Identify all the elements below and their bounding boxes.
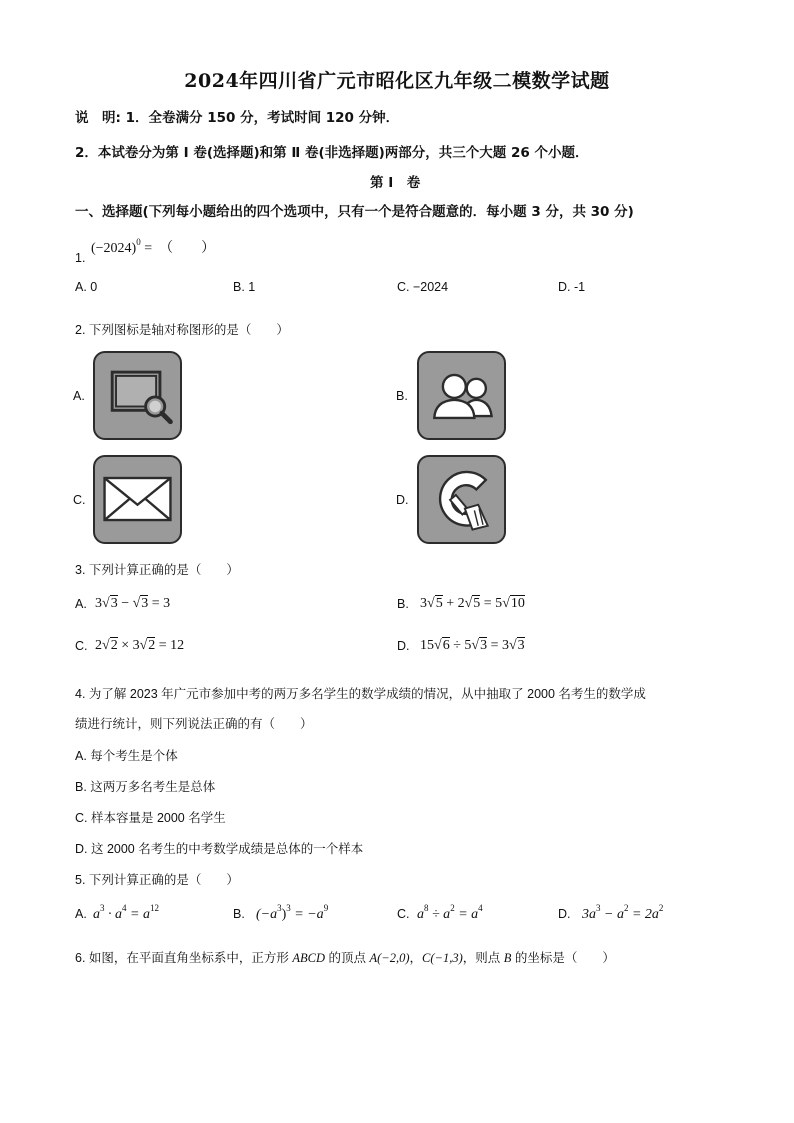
q6-pre: 6. 如图，在平面直角坐标系中，正方形 <box>75 951 293 965</box>
q5c-e3: 4 <box>478 903 483 913</box>
q5c-t3: = a <box>454 907 479 922</box>
q3b-rad3: 10 <box>510 596 525 611</box>
q5-option-a <box>93 903 159 923</box>
q3a-coef: 3 <box>95 596 102 611</box>
q3d-rad3: 3 <box>517 638 525 653</box>
q5b-e2: 3 <box>286 903 291 913</box>
q3c-op: × 3 <box>117 638 140 653</box>
search-screen-icon <box>93 351 182 440</box>
q1-base: (−2024) <box>91 241 137 256</box>
q6-point-a: A(−2,0) <box>369 951 410 965</box>
q6-point-b: B <box>503 951 512 965</box>
q5-option-c <box>417 903 483 923</box>
q3-label-c: C. <box>75 639 88 653</box>
q1-option-a: A. 0 <box>75 280 98 294</box>
q6-mid3: ，则点 <box>462 951 504 965</box>
q5a-e2: 4 <box>122 903 127 913</box>
q4-option-d: D. 这 2000 名考生的中考数学成绩是总体的一个样本 <box>75 842 364 856</box>
q5b-t3: = −a <box>290 907 324 922</box>
q1-option-b: B. 1 <box>233 280 256 294</box>
q5a-t1: a <box>93 907 100 922</box>
q1-tail: = （ ） <box>140 241 216 256</box>
q5d-t1: 3a <box>582 907 596 922</box>
q3b-rad1: 5 <box>435 596 443 611</box>
q5d-e3: 2 <box>658 903 664 913</box>
q5-label-c: C. <box>397 907 410 921</box>
q5a-e3: 12 <box>149 903 159 913</box>
q4-line-1: 4. 为了解 2023 年广元市参加中考的两万多名学生的数学成绩的情况，从中抽取了 2000 名考生的数学成 <box>75 687 646 701</box>
section-heading: 一、选择题(下列每小题给出的四个选项中，只有一个是符合题意的．每小题 3 分，共 30 分) <box>75 204 634 220</box>
q3-option-d: 15√6 ÷ 5√3 = 3√3 <box>420 638 525 653</box>
q3d-rad1: 6 <box>442 638 450 653</box>
q6-point-c: C(−1,3) <box>422 951 463 965</box>
q5c-t1: a <box>417 907 424 922</box>
q1-number: 1. <box>75 251 86 265</box>
q3b-rad2: 5 <box>473 596 481 611</box>
q3a-rad2: 3 <box>141 596 149 611</box>
q3-option-a: 3√3 − √3 = 3 <box>95 596 171 611</box>
q3-option-c: 2√2 × 3√2 = 12 <box>95 638 185 653</box>
q5-option-b <box>256 903 328 923</box>
q3d-op: ÷ 5 <box>449 638 472 653</box>
q3b-op: + 2 <box>442 596 465 611</box>
q5c-e2: 2 <box>450 903 455 913</box>
q2-text: 2. 下列图标是轴对称图形的是（ ） <box>75 323 289 337</box>
q3-option-b: 3√5 + 2√5 = 5√10 <box>420 596 525 611</box>
q5c-t2: ÷ a <box>428 907 451 922</box>
users-icon <box>417 351 506 440</box>
q1-option-c: C. −2024 <box>397 280 449 294</box>
q5-option-d <box>582 903 663 923</box>
q5b-t1: (−a <box>256 907 278 922</box>
q3c-rad1: 2 <box>110 638 118 653</box>
q1-exponent: 0 <box>136 237 141 247</box>
envelope-icon <box>93 455 182 544</box>
q3a-op: − <box>117 596 133 611</box>
cleaner-brush-icon <box>417 455 506 544</box>
q2-label-c: C. <box>73 493 86 507</box>
q5b-t2: ) <box>281 907 287 922</box>
q2-label-d: D. <box>396 493 409 507</box>
q5-text: 5. 下列计算正确的是（ ） <box>75 873 239 887</box>
q3-label-a: A. <box>75 597 87 611</box>
q5-label-b: B. <box>233 907 245 921</box>
q3d-eq: = 3 <box>487 638 509 653</box>
volume-heading: 第 Ⅰ 卷 <box>370 175 421 191</box>
q5b-e1: 3 <box>277 903 282 913</box>
q6-mid1: 的顶点 <box>325 951 370 965</box>
q5d-e2: 2 <box>623 903 629 913</box>
q1-option-d: D. -1 <box>558 280 586 294</box>
note-line-2: 2．本试卷分为第 Ⅰ 卷(选择题)和第 Ⅱ 卷(非选择题)两部分，共三个大题 26 个小题． <box>75 145 589 161</box>
q3c-result: = 12 <box>155 638 185 653</box>
q5b-e3: 9 <box>323 903 329 913</box>
q3-label-d: D. <box>397 639 410 653</box>
q5c-e1: 8 <box>424 903 429 913</box>
page-title: 2024年四川省广元市昭化区九年级二模数学试题 <box>184 70 610 92</box>
q3c-coef: 2 <box>95 638 102 653</box>
q6-mid2: ， <box>409 951 423 965</box>
q2-label-a: A. <box>73 389 85 403</box>
q3a-result: = 3 <box>148 596 171 611</box>
q5-label-d: D. <box>558 907 571 921</box>
q3-label-b: B. <box>397 597 409 611</box>
q3-text: 3. 下列计算正确的是（ ） <box>75 563 239 577</box>
q5a-t2: · a <box>104 907 122 922</box>
q2-label-b: B. <box>396 389 408 403</box>
q6-text <box>75 948 615 966</box>
q3b-coef: 3 <box>420 596 427 611</box>
q3a-rad1: 3 <box>110 596 118 611</box>
q3d-coef: 15 <box>420 638 434 653</box>
q5d-t3: = 2a <box>628 907 659 922</box>
q5a-e1: 3 <box>100 903 105 913</box>
note-line-1: 说 明: 1．全卷满分 150 分，考试时间 120 分钟． <box>75 110 400 126</box>
q5a-t3: = a <box>126 907 150 922</box>
q5d-e1: 3 <box>596 903 601 913</box>
q1-expression <box>91 237 215 257</box>
q4-line-2: 绩进行统计，则下列说法正确的有（ ） <box>75 717 313 731</box>
q3c-rad2: 2 <box>148 638 156 653</box>
q4-option-b: B. 这两万多名考生是总体 <box>75 780 216 794</box>
q5-label-a: A. <box>75 907 87 921</box>
q6-square-name: ABCD <box>292 951 326 965</box>
q3d-rad2: 3 <box>480 638 488 653</box>
q5d-t2: − a <box>600 907 624 922</box>
q3b-eq: = 5 <box>480 596 503 611</box>
q4-option-c: C. 样本容量是 2000 名学生 <box>75 811 226 825</box>
q4-option-a: A. 每个考生是个体 <box>75 749 178 763</box>
q6-tail: 的坐标是（ ） <box>511 951 615 965</box>
